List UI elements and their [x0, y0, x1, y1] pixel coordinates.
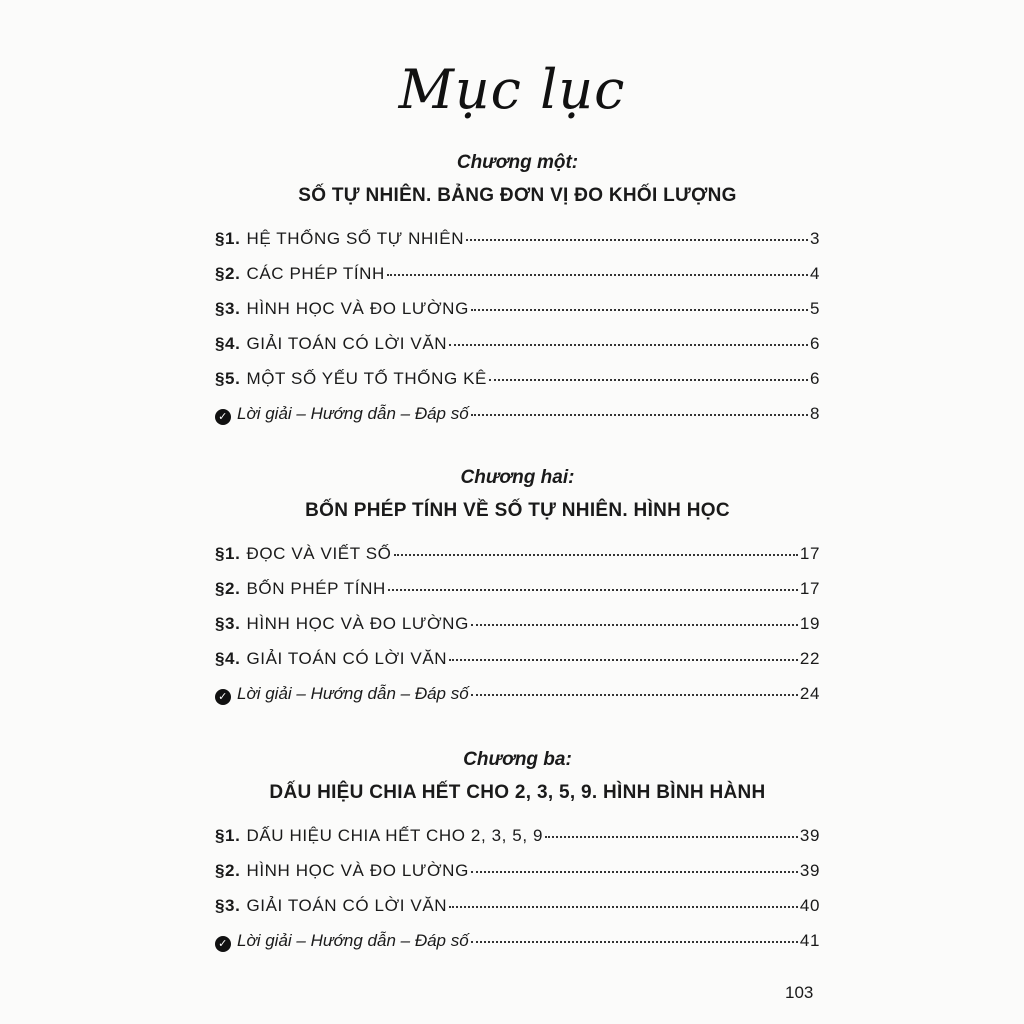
- page-ref: 4: [809, 264, 820, 283]
- entry-title: MỘT SỐ YẾU TỐ THỐNG KÊ: [246, 369, 487, 388]
- toc-entry[interactable]: [215, 579, 820, 614]
- toc-entry[interactable]: [215, 264, 820, 299]
- dot-leader: [388, 589, 798, 591]
- entry-title: HỆ THỐNG SỐ TỰ NHIÊN: [246, 229, 465, 248]
- dot-leader: [471, 871, 798, 873]
- page-ref: 3: [809, 229, 820, 248]
- check-circle-icon: ✓: [215, 409, 231, 425]
- toc-list: [215, 544, 820, 719]
- section-number: §3.: [215, 614, 241, 633]
- toc-list: [215, 826, 820, 966]
- toc-entry[interactable]: [215, 861, 820, 896]
- entry-title: Lời giải – Hướng dẫn – Đáp số: [237, 931, 469, 950]
- dot-leader: [387, 274, 808, 276]
- entry-title: BỐN PHÉP TÍNH: [246, 579, 386, 598]
- page-ref: 17: [799, 579, 820, 598]
- dot-leader: [449, 659, 798, 661]
- page-ref: 6: [809, 334, 820, 353]
- entry-title: GIẢI TOÁN CÓ LỜI VĂN: [246, 649, 448, 668]
- dot-leader: [471, 309, 808, 311]
- chapter-label: Chương hai:: [460, 467, 575, 488]
- page-ref: 8: [809, 404, 820, 423]
- dot-leader: [466, 239, 808, 241]
- entry-title: HÌNH HỌC VÀ ĐO LƯỜNG: [246, 299, 469, 318]
- toc-entry[interactable]: [215, 826, 820, 861]
- section-number: §5.: [215, 369, 241, 388]
- section-number: §1.: [215, 544, 241, 563]
- page-ref: 39: [799, 861, 820, 880]
- toc-entry-solutions[interactable]: [215, 404, 820, 439]
- check-circle-icon: ✓: [215, 936, 231, 952]
- page-number: 103: [785, 983, 814, 1002]
- dot-leader: [449, 344, 808, 346]
- section-number: §3.: [215, 896, 241, 915]
- chapter-2: [215, 467, 820, 719]
- dot-leader: [449, 906, 798, 908]
- section-number: §1.: [215, 826, 241, 845]
- entry-title: Lời giải – Hướng dẫn – Đáp số: [237, 404, 469, 423]
- dot-leader: [471, 941, 798, 943]
- chapter-label: Chương ba:: [463, 749, 572, 770]
- entry-title: GIẢI TOÁN CÓ LỜI VĂN: [246, 334, 448, 353]
- page-ref: 19: [799, 614, 820, 633]
- entry-title: DẤU HIỆU CHIA HẾT CHO 2, 3, 5, 9: [246, 826, 544, 845]
- toc-entry[interactable]: [215, 299, 820, 334]
- entry-title: CÁC PHÉP TÍNH: [246, 264, 385, 283]
- toc-entry-solutions[interactable]: [215, 931, 820, 966]
- check-circle-icon: ✓: [215, 689, 231, 705]
- entry-title: HÌNH HỌC VÀ ĐO LƯỜNG: [246, 861, 469, 880]
- dot-leader: [471, 414, 808, 416]
- section-number: §3.: [215, 299, 241, 318]
- dot-leader: [489, 379, 808, 381]
- chapter-heading: SỐ TỰ NHIÊN. BẢNG ĐƠN VỊ ĐO KHỐI LƯỢNG: [298, 185, 737, 206]
- chapter-3: [215, 749, 820, 966]
- toc-entry[interactable]: [215, 614, 820, 649]
- chapter-heading: BỐN PHÉP TÍNH VỀ SỐ TỰ NHIÊN. HÌNH HỌC: [305, 500, 730, 521]
- section-number: §2.: [215, 579, 241, 598]
- dot-leader: [471, 694, 798, 696]
- entry-title: HÌNH HỌC VÀ ĐO LƯỜNG: [246, 614, 469, 633]
- entry-title: ĐỌC VÀ VIẾT SỐ: [246, 544, 392, 563]
- page-ref: 39: [799, 826, 820, 845]
- chapter-heading: DẤU HIỆU CHIA HẾT CHO 2, 3, 5, 9. HÌNH BÌNH HÀNH: [269, 782, 766, 803]
- dot-leader: [471, 624, 798, 626]
- toc-list: [215, 229, 820, 439]
- toc-entry[interactable]: [215, 369, 820, 404]
- page-ref: 41: [799, 931, 820, 950]
- toc-entry-solutions[interactable]: [215, 684, 820, 719]
- toc-entry[interactable]: [215, 229, 820, 264]
- toc-entry[interactable]: [215, 544, 820, 579]
- toc-entry[interactable]: [215, 896, 820, 931]
- dot-leader: [545, 836, 798, 838]
- toc-entry[interactable]: [215, 334, 820, 369]
- page-ref: 22: [799, 649, 820, 668]
- chapter-label: Chương một:: [456, 152, 579, 173]
- page-ref: 24: [799, 684, 820, 703]
- section-number: §1.: [215, 229, 241, 248]
- section-number: §2.: [215, 264, 241, 283]
- section-number: §4.: [215, 649, 241, 668]
- chapter-1: [215, 152, 820, 439]
- page-title: Mục lục: [398, 58, 626, 121]
- dot-leader: [394, 554, 798, 556]
- entry-title: GIẢI TOÁN CÓ LỜI VĂN: [246, 896, 448, 915]
- page-ref: 6: [809, 369, 820, 388]
- page-ref: 17: [799, 544, 820, 563]
- section-number: §2.: [215, 861, 241, 880]
- page-ref: 40: [799, 896, 820, 915]
- section-number: §4.: [215, 334, 241, 353]
- entry-title: Lời giải – Hướng dẫn – Đáp số: [237, 684, 469, 703]
- toc-entry[interactable]: [215, 649, 820, 684]
- page-ref: 5: [809, 299, 820, 318]
